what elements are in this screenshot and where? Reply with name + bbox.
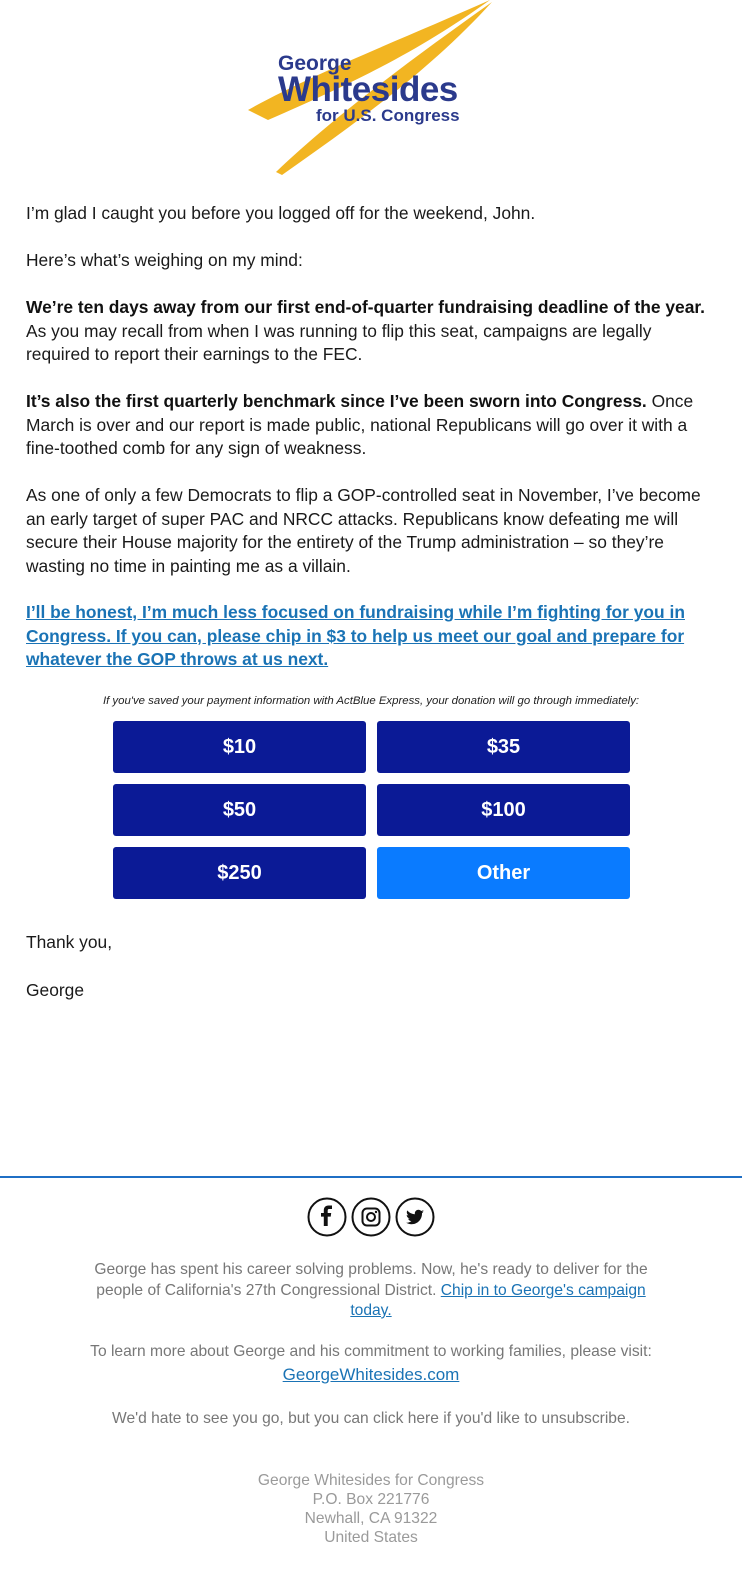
benchmark-rest: Once March is over and our report is made public, national Republicans will go over it with a fine-toothed comb for any sign of weakness. [26,391,694,459]
donate-250-button[interactable]: $250 [113,847,366,899]
campaign-logo [240,0,500,180]
footer-about-text: George has spent his career solving problems. Now, he's ready to deliver for the people of California's 27th Congressional District. [94,1261,648,1299]
footer-learn-more [80,1342,662,1386]
donate-50-button[interactable]: $50 [113,784,366,836]
donate-cta-link[interactable]: I’ll be honest, I’m much less focused on fundraising while I’m fighting for you in Congress. If you can, please chip in $3 to help us meet our goal and prepare for whatever the GOP throws at us next. [26,602,685,670]
logo-line-3: for U.S. Congress [316,106,460,125]
address-line: United States [324,1529,418,1546]
donate-other-button[interactable]: Other [377,847,630,899]
greeting-paragraph: I’m glad I caught you before you logged off for the weekend, John. [26,203,536,223]
footer-about [80,1260,662,1322]
facebook-icon[interactable] [307,1197,347,1237]
address-line: Newhall, CA 91322 [304,1510,438,1527]
actblue-express-note: If you've saved your payment information with ActBlue Express, your donation will go through immediately: [102,695,640,707]
thanks-text: Thank you, [26,932,113,952]
donate-10-button[interactable]: $10 [113,721,366,773]
intro-paragraph: Here’s what’s weighing on my mind: [26,250,303,270]
address-line: P.O. Box 221776 [312,1491,430,1508]
deadline-rest: As you may recall from when I was running to flip this seat, campaigns are legally required to report their earnings to the FEC. [26,320,652,365]
donate-35-button[interactable]: $35 [377,721,630,773]
address-line: George Whitesides for Congress [257,1472,485,1489]
logo-line-1: George [278,52,352,75]
twitter-icon[interactable] [395,1197,435,1237]
chip-in-link[interactable]: Chip in to George's campaign today. [350,1281,646,1319]
instagram-icon[interactable] [351,1197,391,1237]
target-paragraph: As one of only a few Democrats to flip a GOP-controlled seat in November, I’ve become an early target of super PAC and NRCC attacks. Republicans know defeating me will secure their House majority for the entirety of the Trump administration – so they’re wasting no time in painting me as a villain. [26,485,701,576]
logo-line-2: Whitesides [278,70,458,109]
benchmark-bold: It’s also the first quarterly benchmark since I’ve been sworn into Congress. [26,391,647,411]
signature-text: George [26,980,85,1000]
deadline-paragraph [26,296,716,367]
deadline-bold: We’re ten days away from our first end-of-quarter fundraising deadline of the year. [26,297,706,317]
footer-divider [0,1176,742,1178]
benchmark-paragraph [26,390,716,461]
donate-100-button[interactable]: $100 [377,784,630,836]
website-link[interactable]: GeorgeWhitesides.com [282,1364,460,1384]
footer-learn-text: To learn more about George and his commitment to working families, please visit: [90,1343,652,1360]
mailing-address [0,1471,742,1547]
unsubscribe-link[interactable]: We'd hate to see you go, but you can click here if you'd like to unsubscribe. [112,1410,630,1427]
